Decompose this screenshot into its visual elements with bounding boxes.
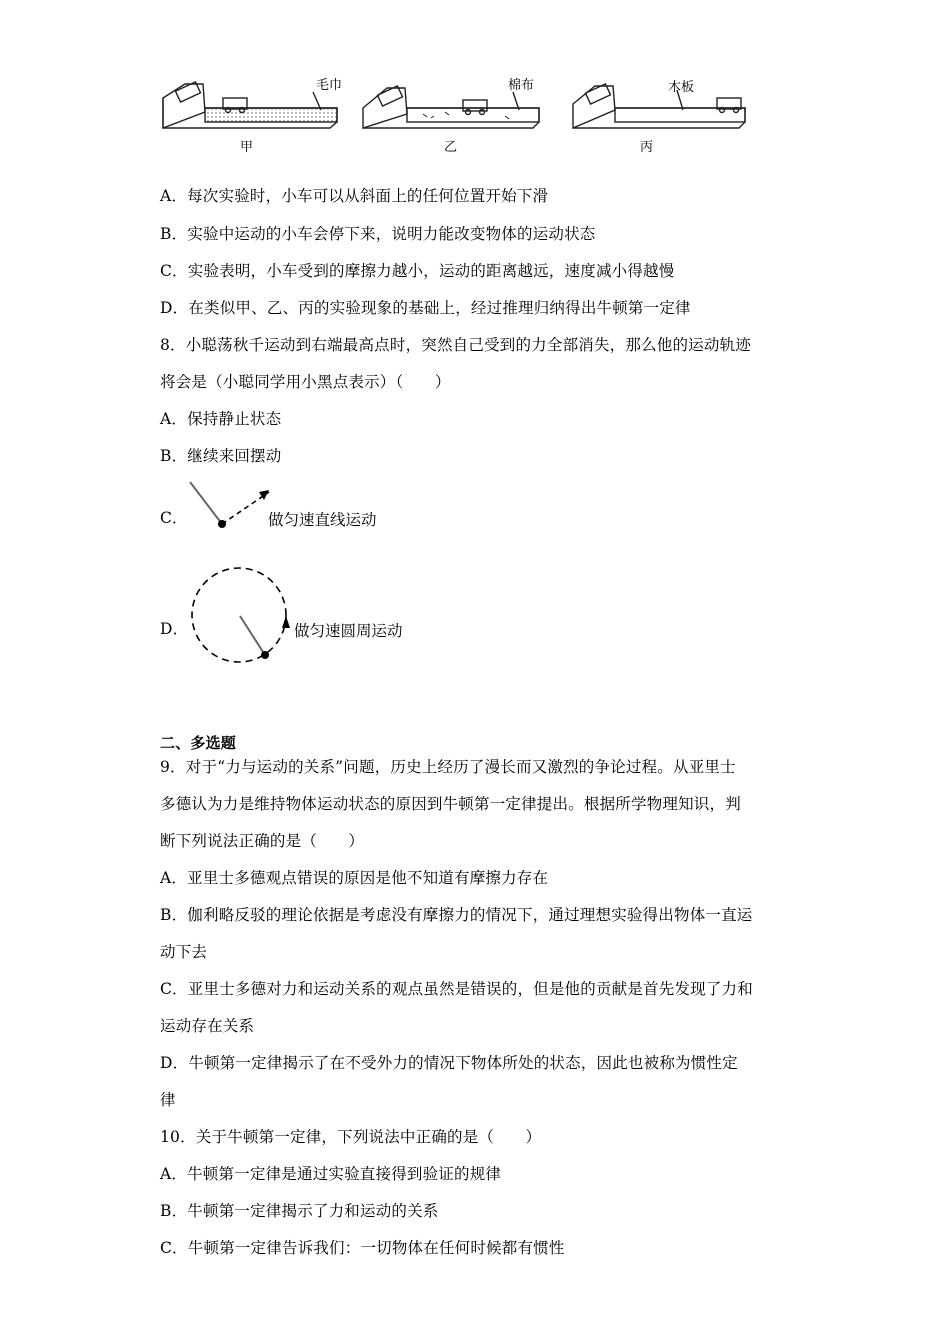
q10-stem: 10．关于牛顿第一定律，下列说法中正确的是（ ） [160, 1128, 542, 1146]
q8-stem-line2: 将会是（小聪同学用小黑点表示）（ ） [160, 373, 451, 391]
q9-option-d-line1: D．牛顿第一定律揭示了在不受外力的情况下物体所处的状态，因此也被称为惯性定 [160, 1054, 738, 1072]
q8-option-d-label: D． [160, 620, 189, 638]
q7-option-a: A．每次实验时，小车可以从斜面上的任何位置开始下滑 [160, 187, 549, 205]
q9-stem-line2: 多德认为力是维持物体运动状态的原因到牛顿第一定律提出。根据所学物理知识，判 [160, 795, 741, 813]
q7-option-d: D．在类似甲、乙、丙的实验现象的基础上，经过推理归纳得出牛顿第一定律 [160, 299, 691, 317]
q7-option-b: B．实验中运动的小车会停下来，说明力能改变物体的运动状态 [160, 225, 596, 243]
q8-option-c-note: 做匀速直线运动 [268, 511, 377, 529]
q9-option-b-line1: B．伽利略反驳的理论依据是考虑没有摩擦力的情况下，通过理想实验得出物体一直运 [160, 906, 753, 924]
q10-option-c: C．牛顿第一定律告诉我们：一切物体在任何时候都有惯性 [160, 1239, 565, 1257]
q8-option-c-label: C． [160, 509, 188, 527]
q7-option-c: C．实验表明，小车受到的摩擦力越小，运动的距离越远，速度减小得越慢 [160, 262, 675, 280]
circular-motion-diagram [188, 566, 294, 668]
q9-option-a: A．亚里士多德观点错误的原因是他不知道有摩擦力存在 [160, 869, 549, 887]
caption-jia: 甲 [240, 140, 254, 155]
label-cotton: 棉布 [508, 78, 535, 93]
q9-option-b-line2: 动下去 [160, 943, 208, 961]
q8-stem-line1: 8．小聪荡秋千运动到右端最高点时，突然自己受到的力全部消失，那么他的运动轨迹 [160, 336, 751, 354]
caption-yi: 乙 [444, 140, 458, 155]
q9-option-c-line2: 运动存在关系 [160, 1017, 255, 1035]
q9-option-c-line1: C．亚里士多德对力和运动关系的观点虽然是错误的，但是他的贡献是首先发现了力和 [160, 980, 753, 998]
setup-towel [163, 82, 337, 128]
setup-wood [573, 84, 745, 128]
q9-stem-line1: 9．对于“力与运动的关系”问题，历史上经历了漫长而又激烈的争论过程。从亚里士 [160, 758, 736, 776]
q10-option-b: B．牛顿第一定律揭示了力和运动的关系 [160, 1202, 439, 1220]
q8-option-a: A．保持静止状态 [160, 410, 282, 428]
caption-bing: 丙 [640, 140, 654, 155]
label-wood: 木板 [668, 80, 695, 95]
q9-stem-line3: 断下列说法正确的是（ ） [160, 832, 365, 850]
label-towel: 毛巾 [316, 78, 343, 93]
q9-option-d-line2: 律 [160, 1091, 176, 1109]
q8-option-b: B．继续来回摆动 [160, 447, 282, 465]
q8-option-d-note: 做匀速圆周运动 [294, 622, 403, 640]
q10-option-a: A．牛顿第一定律是通过实验直接得到验证的规律 [160, 1165, 502, 1183]
straight-line-diagram [185, 478, 275, 534]
section-multiple-choice-heading: 二、多选题 [160, 734, 237, 752]
